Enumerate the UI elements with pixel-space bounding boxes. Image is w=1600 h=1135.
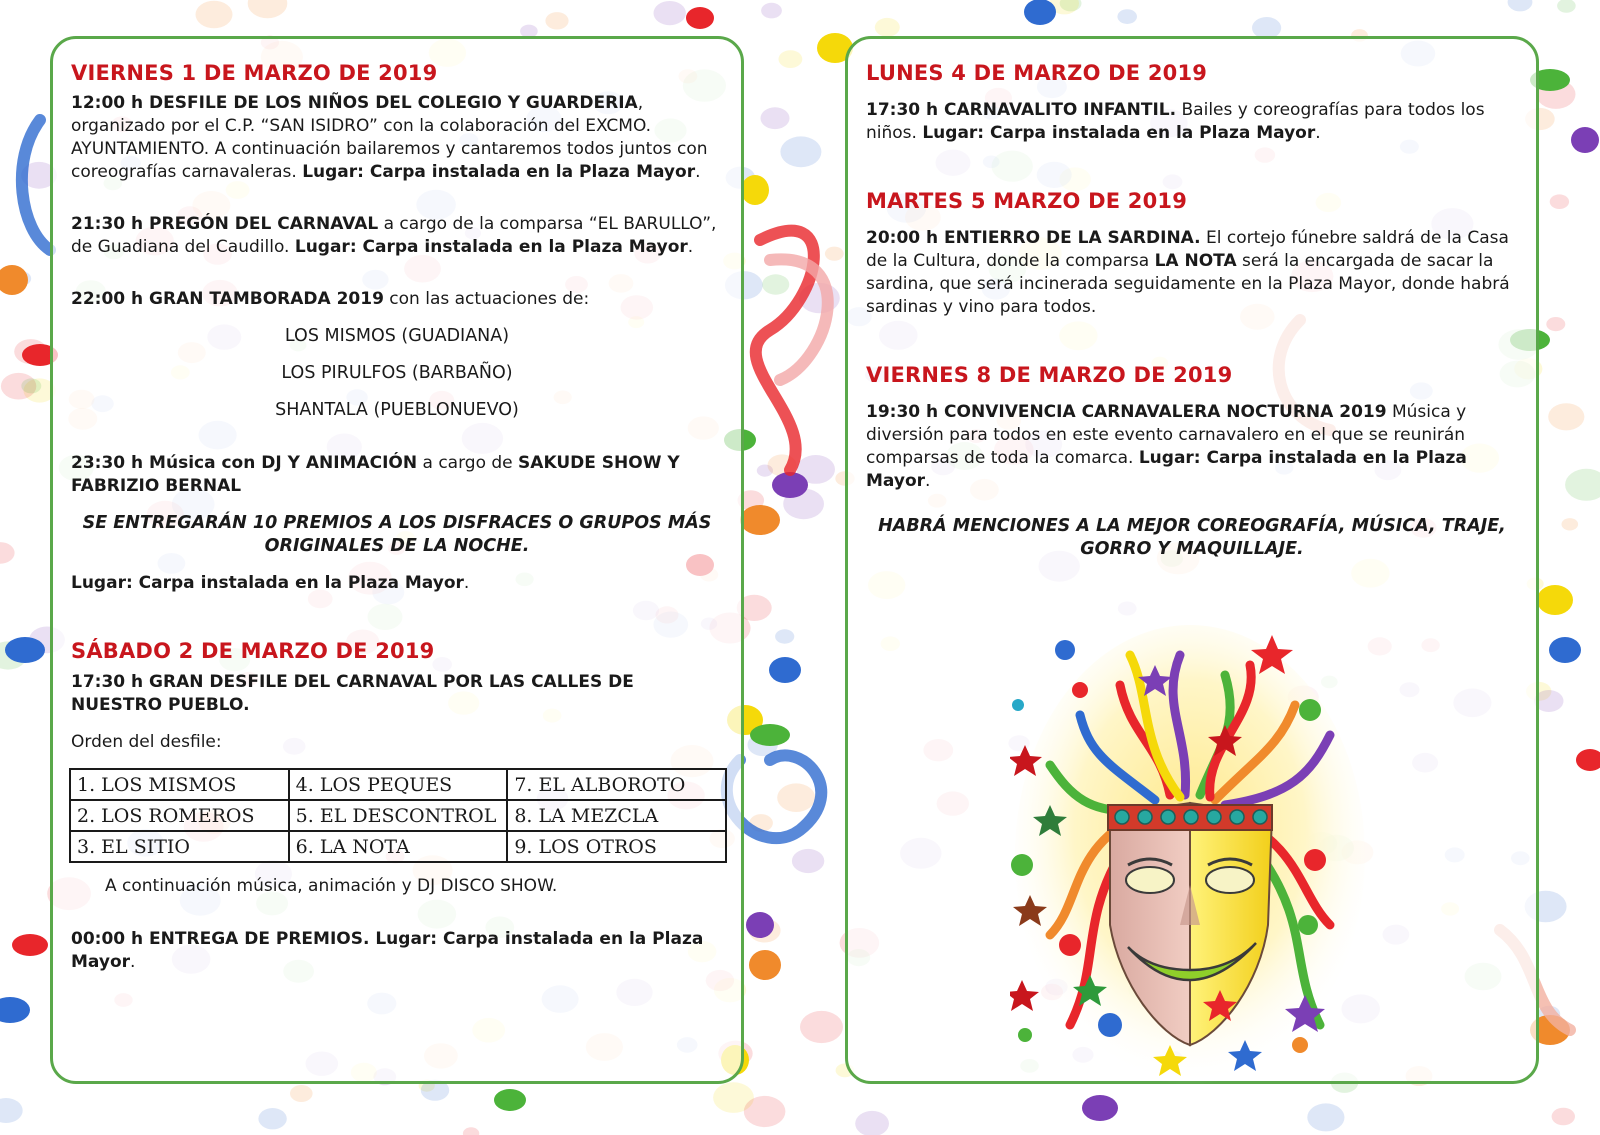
table-cell: 9. LOS OTROS [507,831,726,862]
event-kids-carnival: 17:30 h CARNAVALITO INFANTIL. Bailes y coreografías para todos los niños. Lugar: Carpa instalada en la Plaza Mayor. [866,100,1485,143]
event-children-parade: 12:00 h DESFILE DE LOS NIÑOS DEL COLEGIO Y GUARDERIA, organizado por el C.P. “SAN ISIDRO” con la colaboración del EXCMO. AYUNTAMIENTO. A continuación bailaremos y cantaremos todos juntos con coreografías carnavaleras. Lugar: Carpa instalada en la Plaza Mayor. [71,93,708,182]
event-location: Lugar: Carpa instalada en la Plaza Mayor. [71,573,470,593]
confetti-dot [248,0,288,18]
table-row [70,831,726,862]
confetti-dot [800,1011,843,1043]
table-cell: 8. LA MEZCLA [507,800,726,831]
confetti-dot [686,7,714,29]
carnival-mask-illustration [1010,625,1370,1095]
table-cell: 2. LOS ROMEROS [70,800,289,831]
confetti-dot [769,657,801,683]
confetti-dot [1307,1103,1344,1131]
confetti-dot [1549,637,1581,663]
table-row [70,800,726,831]
confetti-dot [1576,749,1600,771]
event-carnival-announcement: 21:30 h PREGÓN DEL CARNAVAL a cargo de la comparsa “EL BARULLO”, de Guadiana del Caudillo. Lugar: Carpa instalada en la Plaza Mayor. [71,214,717,257]
event-awards: 00:00 h ENTREGA DE PREMIOS. Lugar: Carpa instalada en la Plaza Mayor. [71,929,704,972]
confetti-dot [761,3,782,19]
table-cell: 7. EL ALBOROTO [507,769,726,800]
confetti-dot [749,950,781,980]
confetti-dot [1557,0,1576,13]
confetti-dot [792,849,824,873]
confetti-dot [740,505,780,535]
confetti-dot [1571,127,1599,153]
table-cell: 3. EL SITIO [70,831,289,862]
event-drum-festival: 22:00 h GRAN TAMBORADA 2019 con las actuaciones de: [71,289,590,309]
confetti-dot [545,12,568,29]
act-item: LOS MISMOS (GUADIANA) [284,326,510,346]
left-program-panel [50,36,744,1084]
confetti-dot [0,997,30,1023]
table-cell: 4. LOS PEQUES [289,769,508,800]
table-cell: 5. EL DESCONTROL [289,800,508,831]
day-heading-saturday-2: SÁBADO 2 DE MARZO DE 2019 [71,639,435,663]
confetti-dot [1562,518,1579,530]
confetti-dot [762,274,789,294]
confetti-dot [1117,9,1137,24]
confetti-dot [775,629,794,643]
table-row [70,769,726,800]
confetti-dot [290,1085,313,1102]
confetti-dot [463,1127,479,1135]
day-heading-friday-1: VIERNES 1 DE MARZO DE 2019 [71,61,438,85]
confetti-dot [746,912,774,938]
event-dj-animation: 23:30 h Música con DJ Y ANIMACIÓN a cargo de SAKUDE SHOW Y FABRIZIO BERNAL [71,453,680,496]
confetti-dot [0,265,28,295]
confetti-dot [1508,0,1533,11]
confetti-dot [1550,194,1569,209]
confetti-dot [825,247,844,261]
event-night-gathering: 19:30 h CONVIVENCIA CARNAVALERA NOCTURNA 2019 Música y diversión para todos en este evento carnavalero en el que se reunirán comparsas de toda la comarca. Lugar: Carpa instalada en la Plaza Mayor. [866,402,1467,491]
day-heading-friday-8: VIERNES 8 DE MARZO DE 2019 [866,363,1233,387]
confetti-dot [1082,1095,1118,1121]
confetti-dot [258,1108,286,1129]
confetti-dot [750,724,790,746]
act-item: SHANTALA (PUEBLONUEVO) [275,400,519,420]
confetti-dot [1565,469,1600,501]
confetti-dot [741,175,769,205]
confetti-dot [5,637,45,663]
confetti-dot [494,1089,526,1111]
event-sardine-burial: 20:00 h ENTIERRO DE LA SARDINA. El cortejo fúnebre saldrá de la Casa de la Cultura, donde la comparsa LA NOTA será la encargada de sacar la sardina, que será incinerada seguidamente en la Plaza Mayor, donde habrá sardinas y vino para todos. [866,228,1510,317]
parade-order-label: Orden del desfile: [71,732,222,752]
confetti-dot [12,934,48,956]
event-grand-parade: 17:30 h GRAN DESFILE DEL CARNAVAL POR LAS CALLES DE NUESTRO PUEBLO. [71,672,634,715]
confetti-dot [761,107,790,129]
confetti-dot [777,783,815,812]
mentions-notice: HABRÁ MENCIONES A LA MEJOR COREOGRAFÍA, MÚSICA, TRAJE, GORRO Y MAQUILLAJE. [878,516,1506,559]
confetti-dot [1548,403,1584,430]
prizes-notice: SE ENTREGARÁN 10 PREMIOS A LOS DISFRACES O GRUPOS MÁS ORIGINALES DE LA NOCHE. [82,513,712,556]
confetti-dot [1537,585,1573,615]
parade-order-table [69,768,727,863]
confetti-dot [1552,1108,1575,1126]
confetti-dot [855,1111,889,1135]
day-heading-tuesday-5: MARTES 5 MARZO DE 2019 [866,189,1188,213]
confetti-dot [875,18,900,37]
confetti-dot [654,1,686,25]
table-cell: 6. LA NOTA [289,831,508,862]
act-item: LOS PIRULFOS (BARBAÑO) [281,363,513,383]
table-cell: 1. LOS MISMOS [70,769,289,800]
day-heading-monday-4: LUNES 4 DE MARZO DE 2019 [866,61,1208,85]
confetti-dot [196,1,233,29]
confetti-dot [744,1096,786,1127]
confetti-dot [1024,0,1056,25]
after-parade-note: A continuación música, animación y DJ DISCO SHOW. [105,876,558,896]
confetti-dot [0,1098,23,1123]
confetti-dot [21,378,41,393]
confetti-dot [0,542,15,564]
confetti-dot [1546,317,1565,331]
confetti-dot [779,50,803,68]
confetti-dot [780,136,821,167]
